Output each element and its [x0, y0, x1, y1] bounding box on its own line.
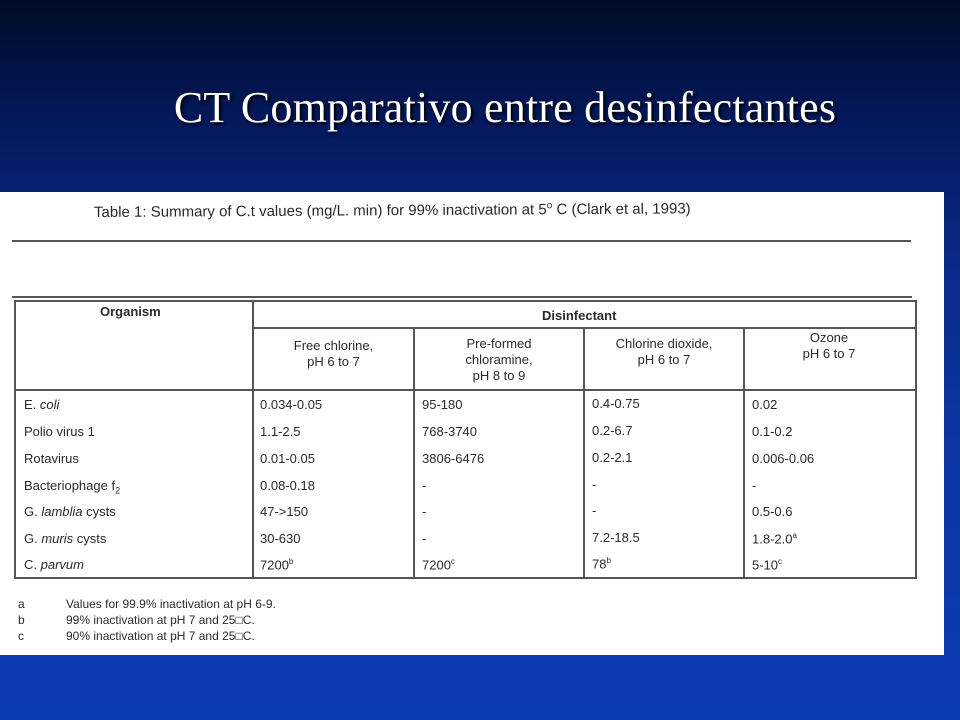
table-cell: 5-10$^c$: [752, 557, 783, 573]
footnote-text: 99% inactivation at pH 7 and 25□C.: [66, 613, 255, 627]
table-cell: -: [592, 503, 597, 518]
table-cell: 7200$^b$: [260, 557, 294, 573]
slide-title: CT Comparativo entre desinfectantes: [173, 83, 837, 132]
column-header: Chlorine dioxide, pH 6 to 7: [615, 336, 713, 367]
table-cell: -: [422, 504, 427, 519]
table-cell: 47->150: [260, 504, 309, 519]
table-cell: 0.01-0.05: [260, 451, 315, 466]
table-cell: 0.5-0.6: [752, 504, 793, 519]
table-cell: 0.034-0.05: [260, 397, 323, 412]
table-cell: 768-3740: [422, 424, 477, 439]
table-cell: 0.4-0.75: [592, 396, 640, 411]
table-caption: [94, 199, 691, 221]
footnote-mark: c: [18, 629, 24, 643]
header-bottom-rule: [14, 389, 915, 391]
column-header: Free chlorine, pH 6 to 7: [293, 338, 374, 369]
organism-name: G. lamblia cysts: [24, 504, 116, 519]
column-header: Pre-formed chloramine, pH 8 to 9: [465, 336, 533, 383]
col-divider-3: [743, 327, 745, 577]
footnote-text: Values for 99.9% inactivation at pH 6-9.: [66, 597, 276, 611]
table-cell: 1.1-2.5: [260, 424, 301, 439]
organism-header: Organism: [100, 304, 161, 319]
caption-degree: o: [546, 200, 553, 212]
organism-name: C. parvum: [24, 557, 84, 572]
organism-name: Polio virus 1: [24, 424, 95, 439]
caption-rule: [12, 240, 911, 242]
organism-name: G. muris cysts: [24, 531, 107, 546]
table-cell: 0.08-0.18: [260, 478, 315, 493]
section-rule: [12, 296, 912, 298]
table-cell: -: [752, 478, 757, 493]
organism-name: Bacteriophage $f_2$: [24, 478, 121, 496]
table-cell: 95-180: [422, 397, 463, 412]
table-cell: 78$^b$: [592, 556, 611, 572]
table-cell: 7.2-18.5: [592, 530, 640, 545]
organism-name: E. coli: [24, 397, 60, 412]
organism-name: Rotavirus: [24, 451, 79, 466]
table-cell: 30-630: [260, 531, 301, 546]
caption-main: Table 1: Summary of C.t values (mg/L. min) for 99% inactivation at 5: [93, 201, 547, 221]
table-cell: 0.02: [752, 397, 778, 412]
table-cell: 0.2-2.1: [592, 450, 633, 465]
table-cell: 3806-6476: [422, 451, 485, 466]
table-cell: 7200$^c$: [422, 557, 455, 573]
caption-source: C (Clark et al, 1993): [552, 200, 691, 219]
table-cell: 0.1-0.2: [752, 424, 793, 439]
table-cell: -: [592, 477, 597, 492]
footnote-mark: a: [18, 597, 25, 611]
table-cell: -: [422, 478, 427, 493]
table-cell: 1.8-2.0$^a$: [752, 531, 797, 547]
column-header: Ozone pH 6 to 7: [802, 330, 856, 361]
disinfectant-header: Disinfectant: [542, 308, 617, 323]
footnote-mark: b: [18, 613, 25, 627]
table-cell: 0.2-6.7: [592, 423, 633, 438]
table-cell: 0.006-0.06: [752, 451, 815, 466]
table-cell: -: [422, 531, 427, 546]
footnote-text: 90% inactivation at pH 7 and 25□C.: [66, 629, 255, 643]
